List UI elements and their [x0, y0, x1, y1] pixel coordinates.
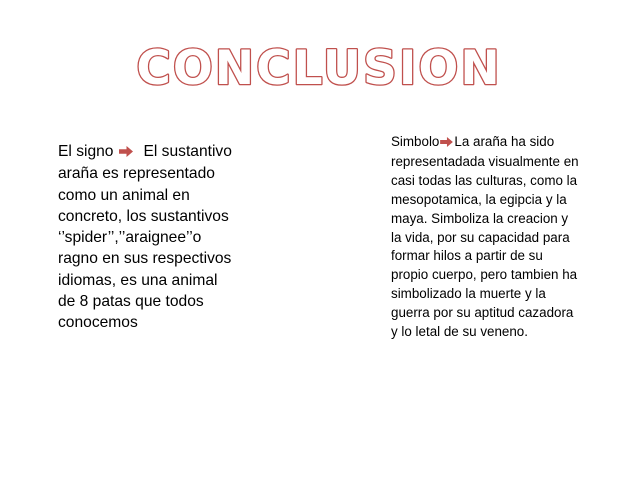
- slide-title-text: CONCLUSION: [136, 41, 502, 96]
- arrow-right-icon: [119, 142, 133, 163]
- right-lead-text: Simbolo: [391, 134, 440, 149]
- arrow-right-icon: [440, 134, 453, 153]
- left-column-text: [58, 141, 238, 334]
- left-lead-text: El signo: [58, 143, 114, 160]
- slide-title: [0, 30, 638, 96]
- right-column-text: [391, 133, 581, 342]
- right-body-text: La araña ha sido representadada visualmente en casi todas las culturas, como la mesopotamica, la egipcia y la maya. Simboliza la creacion y la vida, por su capacidad para formar hilos a partir de su propio cuerpo, pero tambien ha simbolizado la muerte y la guerra por su aptitud cazadora y lo letal de su veneno.: [391, 134, 579, 340]
- left-body-text: El sustantivo araña es representado como un animal en concreto, los sustantivos ‘’spider’’,’’araignee’’o ragno en sus respectivos idiomas, es una animal de 8 patas que todos conocemos: [58, 143, 232, 332]
